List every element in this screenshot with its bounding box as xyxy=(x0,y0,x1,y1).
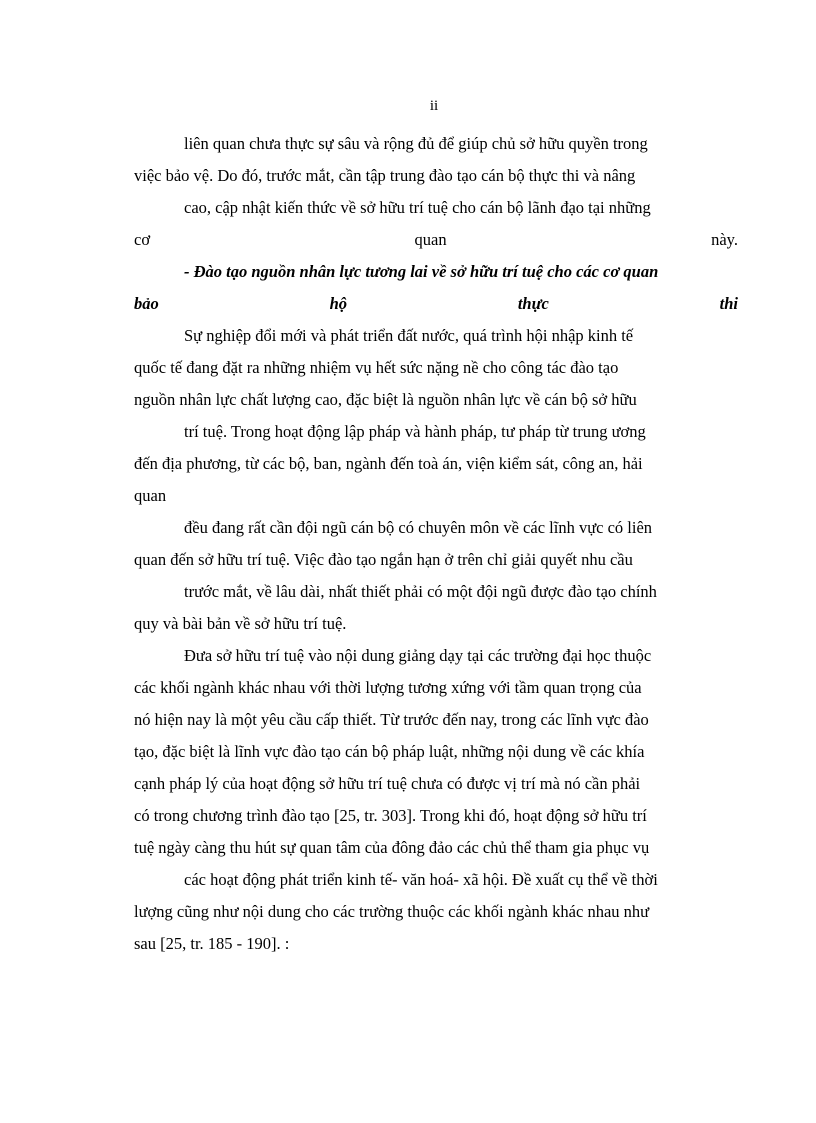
text-line: sau [25, tr. 185 - 190]. : xyxy=(134,934,290,953)
text-line: lượng cũng như nội dung cho các trường thuộc các khối ngành khác nhau như xyxy=(134,902,650,921)
word: này. xyxy=(711,230,738,249)
text-line: đều đang rất cần đội ngũ cán bộ có chuyên môn về các lĩnh vực có liên xyxy=(184,518,653,537)
text-line: việc bảo vệ. Do đó, trước mắt, cần tập trung đào tạo cán bộ thực thi và nâng xyxy=(134,166,636,185)
text-line: cạnh pháp lý của hoạt động sở hữu trí tuệ chưa có được vị trí mà nó cần phải xyxy=(134,774,641,793)
text-line-justified xyxy=(134,230,738,250)
text-line: nó hiện nay là một yêu cầu cấp thiết. Từ trước đến nay, trong các lĩnh vực đào xyxy=(134,710,649,729)
text-line: có trong chương trình đào tạo [25, tr. 303]. Trong khi đó, hoạt động sở hữu trí xyxy=(134,806,647,825)
text-line: quốc tế đang đặt ra những nhiệm vụ hết sức nặng nề cho công tác đào tạo xyxy=(134,358,619,377)
text-line: quy và bài bản về sở hữu trí tuệ. xyxy=(134,614,347,633)
text-line: trí tuệ. Trong hoạt động lập pháp và hành pháp, tư pháp từ trung ương xyxy=(184,422,646,441)
text-line: liên quan chưa thực sự sâu và rộng đủ để giúp chủ sở hữu quyền trong xyxy=(184,134,648,153)
word: quan xyxy=(414,230,447,249)
section-heading-continued xyxy=(134,294,738,314)
word: thực xyxy=(517,294,549,313)
text-line: quan đến sở hữu trí tuệ. Việc đào tạo ngắn hạn ở trên chỉ giải quyết nhu cầu xyxy=(134,550,633,569)
section-heading: - Đào tạo nguồn nhân lực tương lai về sở hữu trí tuệ cho các cơ quan xyxy=(184,262,659,281)
text-line: Sự nghiệp đổi mới và phát triển đất nước, quá trình hội nhập kinh tế xyxy=(184,326,634,345)
text-line: tạo, đặc biệt là lĩnh vực đào tạo cán bộ pháp luật, những nội dung về các khía xyxy=(134,742,645,761)
text-line: Đưa sở hữu trí tuệ vào nội dung giảng dạy tại các trường đại học thuộc xyxy=(184,646,652,665)
text-line: các khối ngành khác nhau với thời lượng tương xứng với tầm quan trọng của xyxy=(134,678,642,697)
text-line: tuệ ngày càng thu hút sự quan tâm của đông đảo các chủ thể tham gia phục vụ xyxy=(134,838,650,857)
text-line: nguồn nhân lực chất lượng cao, đặc biệt là nguồn nhân lực về cán bộ sở hữu xyxy=(134,390,637,409)
word: cơ xyxy=(134,230,151,249)
word: bảo xyxy=(134,294,159,313)
text-line: đến địa phương, từ các bộ, ban, ngành đến toà án, viện kiểm sát, công an, hải xyxy=(134,454,643,473)
text-line: cao, cập nhật kiến thức về sở hữu trí tuệ cho cán bộ lãnh đạo tại những xyxy=(184,198,651,217)
word: thi xyxy=(719,294,738,313)
page-number: ii xyxy=(429,98,439,114)
text-line: trước mắt, về lâu dài, nhất thiết phải có một đội ngũ được đào tạo chính xyxy=(184,582,657,601)
text-line: các hoạt động phát triển kinh tế- văn hoá- xã hội. Đề xuất cụ thể về thời xyxy=(184,870,658,889)
word: hộ xyxy=(329,294,347,313)
text-line: quan xyxy=(134,486,167,505)
